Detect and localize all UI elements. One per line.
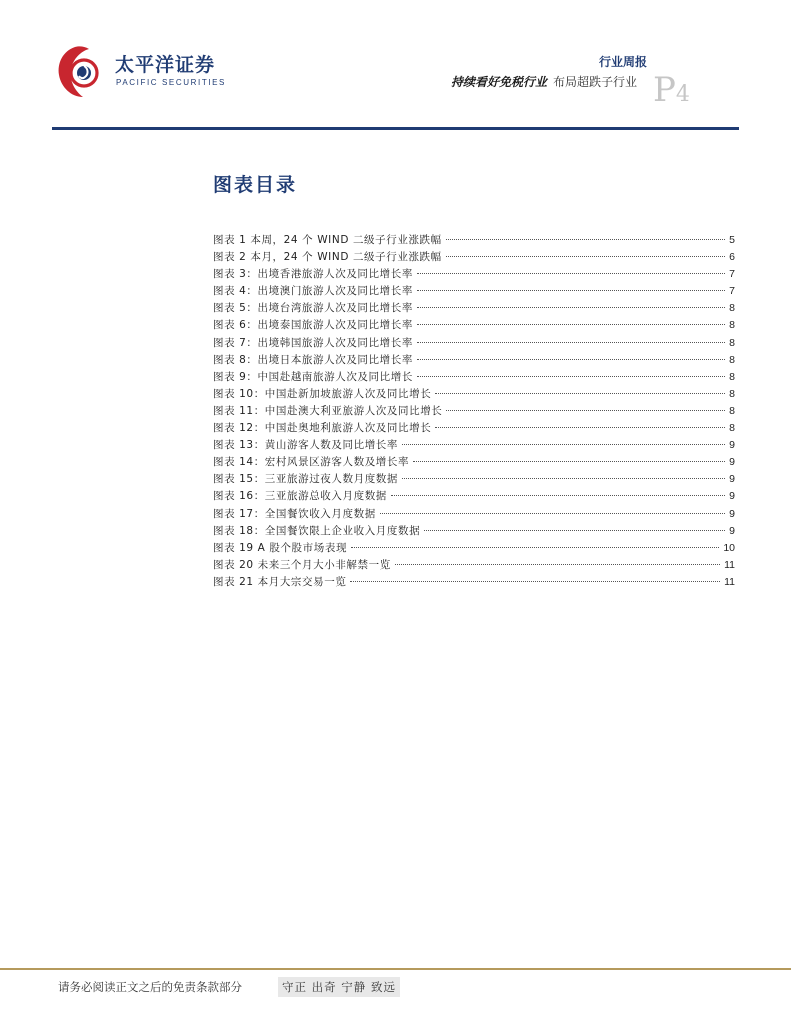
toc-entry-label: 图表 12：中国赴奥地利旅游人次及同比增长 — [213, 422, 432, 435]
toc-entry-label: 图表 11：中国赴澳大利亚旅游人次及同比增长 — [213, 404, 443, 417]
toc-entry[interactable] — [213, 335, 735, 352]
toc-entry-page: 8 — [729, 319, 735, 332]
toc-leader-dots — [435, 426, 725, 428]
footer-motto: 守正 出奇 宁静 致远 — [278, 977, 400, 997]
company-logo — [53, 43, 226, 101]
toc-entry-label: 图表 16：三亚旅游总收入月度数据 — [213, 490, 387, 503]
toc-leader-dots — [417, 375, 725, 377]
toc-entry-page: 11 — [724, 558, 735, 571]
toc-entry-page: 10 — [723, 541, 735, 554]
toc-entry-page: 8 — [729, 387, 735, 400]
report-type: 行业周报 — [598, 55, 647, 69]
toc-leader-dots — [417, 289, 725, 291]
toc-entry[interactable] — [213, 506, 735, 523]
toc-entry-page: 9 — [729, 490, 735, 503]
toc-entry-label: 图表 4：出境澳门旅游人次及同比增长率 — [213, 285, 413, 298]
toc-leader-dots — [446, 255, 725, 257]
toc-entry[interactable] — [213, 266, 735, 283]
toc-entry-label: 图表 10：中国赴新加坡旅游人次及同比增长 — [213, 387, 432, 400]
toc-entry-label: 图表 5：出境台湾旅游人次及同比增长率 — [213, 302, 413, 315]
page-digit: 4 — [675, 82, 690, 107]
toc-entry[interactable] — [213, 317, 735, 334]
toc-leader-dots — [402, 443, 725, 445]
toc-entry-label: 图表 13：黄山游客人数及同比增长率 — [213, 439, 398, 452]
toc-entry-label: 图表 14：宏村风景区游客人数及增长率 — [213, 456, 410, 469]
toc-entry-page: 9 — [729, 524, 735, 537]
toc-entry-page: 8 — [729, 353, 735, 366]
toc-entry-page: 11 — [724, 575, 735, 588]
footer-divider — [0, 968, 791, 970]
toc-entry-page: 9 — [729, 456, 735, 469]
toc-entry-page: 5 — [729, 234, 735, 246]
toc-entry[interactable] — [213, 574, 735, 591]
toc-entry-label: 图表 6：出境泰国旅游人次及同比增长率 — [213, 319, 413, 332]
toc-entry[interactable] — [213, 232, 735, 249]
toc-entry-page: 8 — [729, 404, 735, 417]
toc-leader-dots — [417, 272, 725, 274]
toc-entry[interactable] — [213, 403, 735, 420]
toc-entry-page: 6 — [729, 251, 735, 264]
toc-entry-page: 9 — [729, 473, 735, 486]
toc-leader-dots — [391, 494, 725, 496]
toc-entry-label: 图表 9：中国赴越南旅游人次及同比增长 — [213, 370, 413, 383]
toc-entry[interactable] — [213, 386, 735, 403]
header-divider — [52, 127, 739, 130]
toc-entry-label: 图表 8：出境日本旅游人次及同比增长率 — [213, 353, 413, 366]
toc-leader-dots — [417, 323, 725, 325]
toc-entry-label: 图表 18：全国餐饮限上企业收入月度数据 — [213, 524, 421, 537]
toc-leader-dots — [435, 392, 725, 394]
toc-leader-dots — [417, 306, 725, 308]
logo-chinese-name: 太平洋证券 — [115, 54, 216, 76]
toc-entry[interactable] — [213, 523, 735, 540]
logo-english-name: PACIFIC SECURITIES — [116, 78, 226, 87]
toc-leader-dots — [351, 546, 719, 548]
report-title-rest: 布局超跌子行业 — [552, 75, 637, 89]
toc-entry-page: 8 — [729, 302, 735, 315]
toc-entry-label: 图表 7：出境韩国旅游人次及同比增长率 — [213, 336, 413, 349]
toc-entry-label: 图表 3：出境香港旅游人次及同比增长率 — [213, 268, 413, 281]
toc-entry-label: 图表 15：三亚旅游过夜人数月度数据 — [213, 473, 398, 486]
toc-entry[interactable] — [213, 352, 735, 369]
toc-entry[interactable] — [213, 300, 735, 317]
toc-leader-dots — [446, 238, 725, 240]
toc-entry[interactable] — [213, 437, 735, 454]
toc-leader-dots — [417, 341, 725, 343]
toc-entry[interactable] — [213, 283, 735, 300]
toc-entry-label: 图表 21 本月大宗交易一览 — [213, 575, 347, 588]
toc-entry-label: 图表 20 未来三个月大小非解禁一览 — [213, 558, 391, 571]
toc-entry-page: 8 — [729, 336, 735, 349]
toc-entry[interactable] — [213, 557, 735, 574]
toc-entry[interactable] — [213, 420, 735, 437]
toc-entry-label: 图表 19 A 股个股市场表现 — [213, 541, 348, 554]
toc-entry[interactable] — [213, 369, 735, 386]
toc-leader-dots — [380, 512, 725, 514]
toc-leader-dots — [402, 477, 725, 479]
toc-entry-label: 图表 1 本周，24 个 WIND 二级子行业涨跌幅 — [213, 234, 442, 246]
toc-leader-dots — [417, 358, 725, 360]
footer-disclaimer: 请务必阅读正文之后的免责条款部分 — [58, 980, 242, 994]
figure-index-list — [213, 232, 735, 591]
toc-entry[interactable] — [213, 540, 735, 557]
toc-entry[interactable] — [213, 454, 735, 471]
toc-leader-dots — [446, 409, 725, 411]
page-letter: P — [653, 70, 676, 110]
toc-entry-page: 8 — [729, 370, 735, 383]
toc-entry-page: 7 — [729, 268, 735, 281]
toc-entry-page: 9 — [729, 439, 735, 452]
pacific-logo-icon — [53, 43, 111, 101]
toc-leader-dots — [424, 529, 725, 531]
toc-entry-page: 8 — [729, 422, 735, 435]
toc-entry-page: 7 — [729, 285, 735, 298]
section-title: 图表目录 — [213, 174, 298, 196]
toc-entry-page: 9 — [729, 507, 735, 520]
report-subtitle — [451, 73, 637, 90]
toc-leader-dots — [350, 580, 720, 582]
toc-entry-label: 图表 2 本月，24 个 WIND 二级子行业涨跌幅 — [213, 251, 442, 264]
toc-entry[interactable] — [213, 249, 735, 266]
page-number — [653, 70, 690, 110]
toc-entry[interactable] — [213, 488, 735, 505]
toc-leader-dots — [395, 563, 720, 565]
report-title-emphasis: 持续看好免税行业 — [450, 75, 547, 89]
toc-leader-dots — [413, 460, 725, 462]
toc-entry[interactable] — [213, 471, 735, 488]
toc-entry-label: 图表 17：全国餐饮收入月度数据 — [213, 507, 376, 520]
